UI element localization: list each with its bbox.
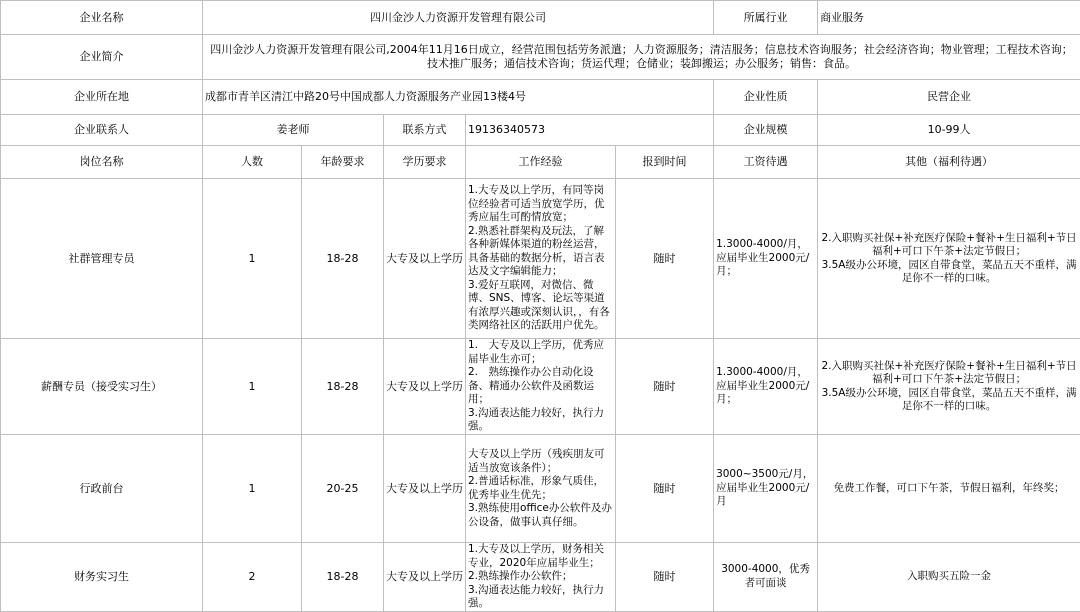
table-row bbox=[1, 435, 1080, 543]
job-salary: 3000-4000，优秀者可面谈 bbox=[714, 543, 818, 612]
job-experience bbox=[466, 339, 616, 435]
company-intro-label: 企业简介 bbox=[1, 35, 203, 80]
location-label: 企业所在地 bbox=[1, 80, 203, 115]
job-experience bbox=[466, 543, 616, 612]
header-report-time: 报到时间 bbox=[616, 146, 714, 179]
job-report-time: 随时 bbox=[616, 179, 714, 339]
job-title: 财务实习生 bbox=[1, 543, 203, 612]
column-header-row bbox=[1, 146, 1080, 179]
header-benefits: 其他（福利待遇） bbox=[818, 146, 1080, 179]
job-count: 1 bbox=[203, 339, 302, 435]
job-report-time: 随时 bbox=[616, 543, 714, 612]
job-title: 行政前台 bbox=[1, 435, 203, 543]
experience-line: 大专及以上学历（残疾朋友可适当放宽该条件）； bbox=[468, 448, 605, 474]
job-experience bbox=[466, 435, 616, 543]
job-benefits bbox=[818, 543, 1080, 612]
job-report-time: 随时 bbox=[616, 435, 714, 543]
contact-value: 姜老师 bbox=[203, 115, 384, 146]
job-education: 大专及以上学历 bbox=[384, 339, 466, 435]
job-salary: 3000~3500元/月，应届毕业生2000元/月 bbox=[714, 435, 818, 543]
job-title: 薪酬专员（接受实习生） bbox=[1, 339, 203, 435]
header-experience: 工作经验 bbox=[466, 146, 616, 179]
benefit-line: 免费工作餐，可口下午茶，节假日福利，年终奖； bbox=[833, 481, 1065, 494]
experience-line: 2. 熟练操作办公自动化设备、精通办公软件及函数运用； bbox=[468, 366, 594, 406]
job-age: 18-28 bbox=[302, 179, 384, 339]
job-count: 1 bbox=[203, 435, 302, 543]
job-age: 20-25 bbox=[302, 435, 384, 543]
job-salary: 1.3000-4000/月，应届毕业生2000元/月； bbox=[714, 339, 818, 435]
table-row bbox=[1, 543, 1080, 612]
header-count: 人数 bbox=[203, 146, 302, 179]
table-row bbox=[1, 339, 1080, 435]
table-row bbox=[1, 179, 1080, 339]
industry-value: 商业服务 bbox=[818, 1, 1080, 35]
job-count: 1 bbox=[203, 179, 302, 339]
benefit-line: 入职购买五险一金 bbox=[907, 570, 992, 582]
experience-line: 1. 大专及以上学历，优秀应届毕业生亦可； bbox=[468, 339, 605, 365]
header-title: 岗位名称 bbox=[1, 146, 203, 179]
job-age: 18-28 bbox=[302, 339, 384, 435]
benefit-line: 2.入职购买社保+补充医疗保险+餐补+生日福利+节日福利+可口下午茶+法定节假日； bbox=[821, 231, 1077, 257]
header-education: 学历要求 bbox=[384, 146, 466, 179]
job-salary: 1.3000-4000/月，应届毕业生2000元/月； bbox=[714, 179, 818, 339]
nature-label: 企业性质 bbox=[714, 80, 818, 115]
experience-line: 3.沟通表达能力较好，执行力强。 bbox=[468, 583, 605, 609]
job-experience bbox=[466, 179, 616, 339]
experience-line: 2.熟悉社群架构及玩法，了解各种新媒体渠道的粉丝运营，具备基础的数据分析，语言表达及文字编辑能力； bbox=[468, 224, 605, 278]
job-report-time: 随时 bbox=[616, 339, 714, 435]
job-benefits bbox=[818, 435, 1080, 543]
job-age: 18-28 bbox=[302, 543, 384, 612]
header-salary: 工资待遇 bbox=[714, 146, 818, 179]
experience-line: 3.沟通表达能力较好，执行力强。 bbox=[468, 406, 605, 433]
job-count: 2 bbox=[203, 543, 302, 612]
industry-label: 所属行业 bbox=[714, 1, 818, 35]
company-intro-value: 四川金沙人力资源开发管理有限公司,2004年11月16日成立，经营范围包括劳务派遣；人力资源服务；清洁服务；信息技术咨询服务；社会经济咨询；物业管理；工程技术咨询；技术推广服务；通信技术咨询；货运代理；仓储业；装卸搬运；办公服务；销售：食品。 bbox=[203, 35, 1080, 80]
contact-method-value: 19136340573 bbox=[466, 115, 714, 146]
job-benefits bbox=[818, 339, 1080, 435]
experience-line: 3.爱好互联网，对微信、微博、SNS、博客、论坛等渠道有浓厚兴趣或深刻认识，，有各类网络社区的活跃用户优先。 bbox=[468, 278, 610, 332]
contact-label: 企业联系人 bbox=[1, 115, 203, 146]
experience-line: 1.大专及以上学历，财务相关专业，2020年应届毕业生； bbox=[468, 543, 605, 569]
experience-line: 2.熟练操作办公软件； bbox=[468, 570, 573, 582]
header-age: 年龄要求 bbox=[302, 146, 384, 179]
nature-value: 民营企业 bbox=[818, 80, 1080, 115]
contact-method-label: 联系方式 bbox=[384, 115, 466, 146]
experience-line: 3.熟练使用office办公软件及办公设备，做事认真仔细。 bbox=[468, 502, 612, 528]
benefit-line: 3.5A级办公环境，园区自带食堂，菜品五天不重样，满足你不一样的口味。 bbox=[821, 258, 1077, 284]
job-education: 大专及以上学历 bbox=[384, 435, 466, 543]
experience-line: 2.普通话标准，形象气质佳，优秀毕业生优先； bbox=[468, 475, 605, 501]
scale-value: 10-99人 bbox=[818, 115, 1080, 146]
location-value: 成都市青羊区清江中路20号中国成都人力资源服务产业园13楼4号 bbox=[203, 80, 714, 115]
experience-line: 1.大专及以上学历，有同等岗位经验者可适当放宽学历，优秀应届生可酌情放宽； bbox=[468, 184, 605, 224]
job-title: 社群管理专员 bbox=[1, 179, 203, 339]
benefit-line: 3.5A级办公环境，园区自带食堂，菜品五天不重样，满足你不一样的口味。 bbox=[821, 386, 1077, 412]
company-name-label: 企业名称 bbox=[1, 1, 203, 35]
benefit-line: 2.入职购买社保+补充医疗保险+餐补+生日福利+节日福利+可口下午茶+法定节假日； bbox=[821, 359, 1077, 385]
company-name-value: 四川金沙人力资源开发管理有限公司 bbox=[203, 1, 714, 35]
job-education: 大专及以上学历 bbox=[384, 179, 466, 339]
scale-label: 企业规模 bbox=[714, 115, 818, 146]
job-benefits bbox=[818, 179, 1080, 339]
job-education: 大专及以上学历 bbox=[384, 543, 466, 612]
